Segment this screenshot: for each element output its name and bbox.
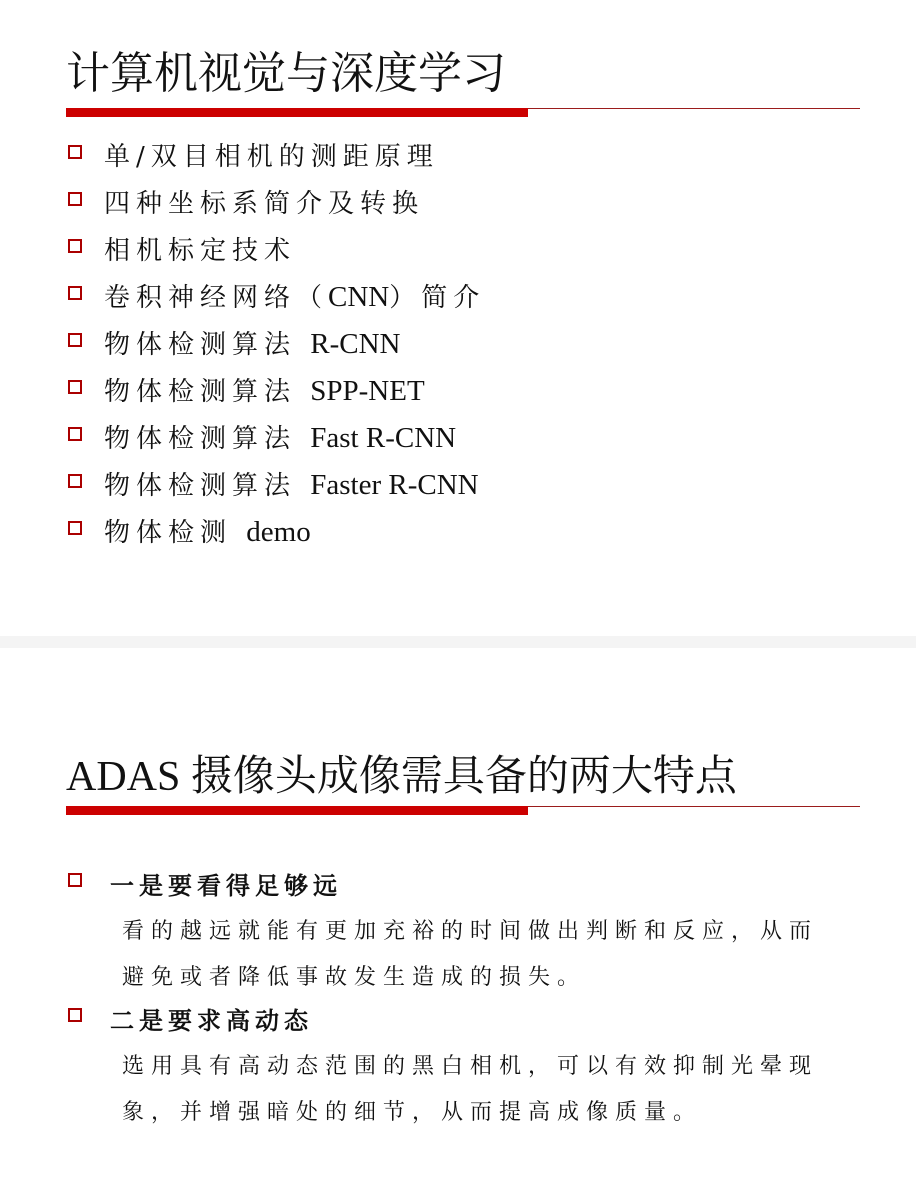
slide-title-zh: 摄像头成像需具备的两大特点 <box>190 751 737 800</box>
item-text-en: SPP-NET <box>310 375 425 407</box>
title-rule-thick <box>66 806 528 815</box>
slide-title: 计算机视觉与深度学习 <box>66 48 506 99</box>
hollow-square-icon <box>68 1008 82 1022</box>
item-text-en: Faster R-CNN <box>310 469 479 501</box>
list-item <box>68 225 485 272</box>
feature-heading: 二是要求高动态 <box>110 1005 313 1035</box>
list-item <box>68 413 485 460</box>
item-text-zh-suffix: ）简介 <box>389 283 486 313</box>
item-text-en: R-CNN <box>310 328 401 360</box>
feature-heading: 一是要看得足够远 <box>110 870 342 900</box>
description-line: 象，并增强暗处的细节，从而提高成像质量。 <box>122 1100 703 1125</box>
hollow-square-icon <box>68 380 82 394</box>
hollow-square-icon <box>68 192 82 206</box>
toc-list <box>68 131 485 554</box>
description-line: 看的越远就能有更加充裕的时间做出判断和反应，从而 <box>122 919 819 944</box>
item-text-en: Fast R-CNN <box>310 422 457 454</box>
slide-title-latin: ADAS <box>66 754 191 800</box>
list-item <box>68 272 485 319</box>
item-text-zh: 单/双目相机的测距原理 <box>104 142 439 172</box>
item-text-en: demo <box>246 516 311 548</box>
list-item <box>68 366 485 413</box>
list-item <box>68 507 485 554</box>
list-item <box>68 319 485 366</box>
item-text-zh: 物体检测 <box>104 518 247 548</box>
hollow-square-icon <box>68 145 82 159</box>
hollow-square-icon <box>68 427 82 441</box>
hollow-square-icon <box>68 873 82 887</box>
item-text-en: CNN <box>328 281 390 313</box>
hollow-square-icon <box>68 239 82 253</box>
feature-description <box>122 1044 868 1136</box>
item-text-zh: 物体检测算法 <box>104 471 311 501</box>
description-line: 选用具有高动态范围的黑白相机，可以有效抑制光晕现 <box>122 1054 819 1079</box>
hollow-square-icon <box>68 474 82 488</box>
item-text-zh: 物体检测算法 <box>104 330 311 360</box>
hollow-square-icon <box>68 521 82 535</box>
description-line: 避免或者降低事故发生造成的损失。 <box>122 965 587 990</box>
item-text-zh: 相机标定技术 <box>104 236 297 266</box>
feature-point <box>68 863 868 1001</box>
feature-point <box>68 998 868 1136</box>
list-item <box>68 131 485 178</box>
item-text-zh: 卷积神经网络（ <box>104 283 329 313</box>
title-rule-thick <box>66 108 528 117</box>
list-item <box>68 460 485 507</box>
hollow-square-icon <box>68 333 82 347</box>
item-text-zh: 物体检测算法 <box>104 424 311 454</box>
hollow-square-icon <box>68 286 82 300</box>
slide-title <box>66 748 737 805</box>
item-text-zh: 四种坐标系简介及转换 <box>104 189 425 219</box>
list-item <box>68 178 485 225</box>
item-text-zh: 物体检测算法 <box>104 377 311 407</box>
feature-description <box>122 909 868 1001</box>
slide-separator <box>0 636 916 648</box>
slide-adas <box>0 648 916 1200</box>
